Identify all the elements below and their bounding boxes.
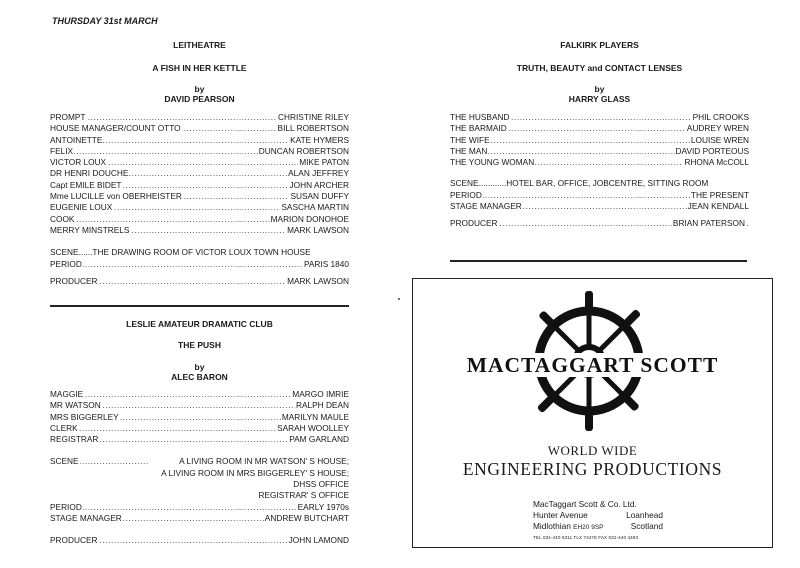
cast-row: ..... DR HENRI DOUCHE ALAN JEFFREY: [50, 168, 349, 179]
cast-row: ..... VICTOR LOUX MIKE PATON: [50, 157, 349, 168]
cast-row: ..... HOUSE MANAGER/COUNT OTTO BILL ROBERTSON: [50, 123, 349, 134]
falkirk-players-section: [450, 40, 749, 230]
cast-row: ..... Capt EMILE BIDET JOHN ARCHER: [50, 180, 349, 191]
cast-row: ..... MERRY MINSTRELS MARK LAWSON: [50, 225, 349, 236]
event-date: THURSDAY 31st MARCH: [52, 16, 158, 26]
producer-row: ..... PRODUCER BRIAN PATERSON: [450, 218, 749, 229]
cast-row: ..... EUGENIE LOUX SASCHA MARTIN: [50, 202, 349, 213]
company-name: LEITHEATRE: [173, 40, 226, 50]
company-name: LESLIE AMATEUR DRAMATIC CLUB: [126, 319, 273, 329]
scene-line: A LIVING ROOM IN MRS BIGGERLEY' S HOUSE;: [161, 467, 349, 478]
author-name: HARRY GLASS: [568, 94, 631, 104]
cast-row: ..... REGISTRAR PAM GARLAND: [50, 434, 349, 445]
tagline-engineering: ENGINEERING PRODUCTIONS: [462, 459, 723, 479]
play-title: THE PUSH: [178, 340, 221, 350]
cast-row: ..... MRS BIGGERLEY MARILYN MAULE: [50, 412, 349, 423]
scene-row: SCENE............HOTEL BAR, OFFICE, JOBCENTRE, SITTING ROOM: [450, 178, 709, 189]
period-row: ..... PERIOD EARLY 1970s: [50, 502, 349, 513]
leitheatre-section: [50, 40, 349, 287]
stage-manager-row: ..... STAGE MANAGER ANDREW BUTCHART: [50, 513, 349, 524]
section-divider: [450, 260, 747, 262]
period-row: ..... PERIOD PARIS 1840: [50, 259, 349, 270]
leslie-adc-section: [50, 319, 349, 547]
street-line: Hunter Avenue Loanhead: [533, 510, 663, 520]
section-divider: [50, 305, 349, 307]
scene-line: REGISTRAR' S OFFICE: [258, 490, 349, 501]
period-row: ..... PERIOD THE PRESENT: [450, 190, 749, 201]
producer-row: ..... PRODUCER JOHN LAMOND: [50, 535, 349, 546]
company-line: MacTaggart Scott & Co. Ltd.: [533, 499, 637, 509]
cast-row: ..... MR WATSON RALPH DEAN: [50, 400, 349, 411]
cast-row: ..... FELIX DUNCAN ROBERTSON: [50, 146, 349, 157]
cast-row: ..... MAGGIE MARGO IMRIE: [50, 389, 349, 400]
cast-row: ..... COOK MARION DONOHOE: [50, 214, 349, 225]
by-label: by: [594, 84, 605, 94]
scene-row: ..... SCENE A LIVING ROOM IN MR WATSON' S HOUSE;: [50, 456, 349, 467]
play-title: A FISH IN HER KETTLE: [152, 63, 247, 73]
cast-list: [50, 389, 349, 445]
county-line: Midlothian EH20 9SP Scotland: [533, 521, 663, 531]
play-title: TRUTH, BEAUTY and CONTACT LENSES: [516, 63, 683, 73]
print-speck: [398, 298, 400, 300]
production-details: [50, 456, 349, 546]
author-name: ALEC BARON: [171, 372, 228, 382]
cast-list: [450, 112, 749, 168]
cast-row: ..... Mme LUCILLE von OBERHEISTER SUSAN DUFFY: [50, 191, 349, 202]
author-name: DAVID PEARSON: [164, 94, 235, 104]
cast-row: ..... THE WIFE LOUISE WREN: [450, 135, 749, 146]
tagline-world-wide: WORLD WIDE: [547, 443, 638, 458]
stage-manager-row: ..... STAGE MANAGER JEAN KENDALL: [450, 201, 749, 212]
mactaggart-scott-advert: [412, 278, 773, 548]
company-address: [533, 499, 663, 543]
cast-row: ..... PROMPT CHRISTINE RILEY: [50, 112, 349, 123]
contact-line: TEL 031-440 0311 TLX 72478 FAX 031-440 4493: [533, 535, 639, 540]
cast-row: ..... CLERK SARAH WOOLLEY: [50, 423, 349, 434]
cast-list: [50, 112, 349, 236]
by-label: by: [194, 362, 205, 372]
company-name: FALKIRK PLAYERS: [560, 40, 639, 50]
production-details: [450, 178, 749, 229]
cast-row: ..... THE MAN DAVID PORTEOUS: [450, 146, 749, 157]
producer-row: ..... PRODUCER MARK LAWSON: [50, 276, 349, 287]
cast-row: ..... THE HUSBAND PHIL CROOKS: [450, 112, 749, 123]
cast-row: ..... ANTOINETTE KATE HYMERS: [50, 135, 349, 146]
scene-line: DHSS OFFICE: [293, 479, 349, 490]
by-label: by: [194, 84, 205, 94]
cast-row: ..... THE BARMAID AUDREY WREN: [450, 123, 749, 134]
brand-name: MACTAGGART SCOTT: [413, 353, 772, 378]
production-details: [50, 247, 349, 287]
cast-row: ..... THE YOUNG WOMAN RHONA McCOLL: [450, 157, 749, 168]
scene-row: SCENE......THE DRAWING ROOM OF VICTOR LOUX TOWN HOUSE: [50, 247, 311, 258]
